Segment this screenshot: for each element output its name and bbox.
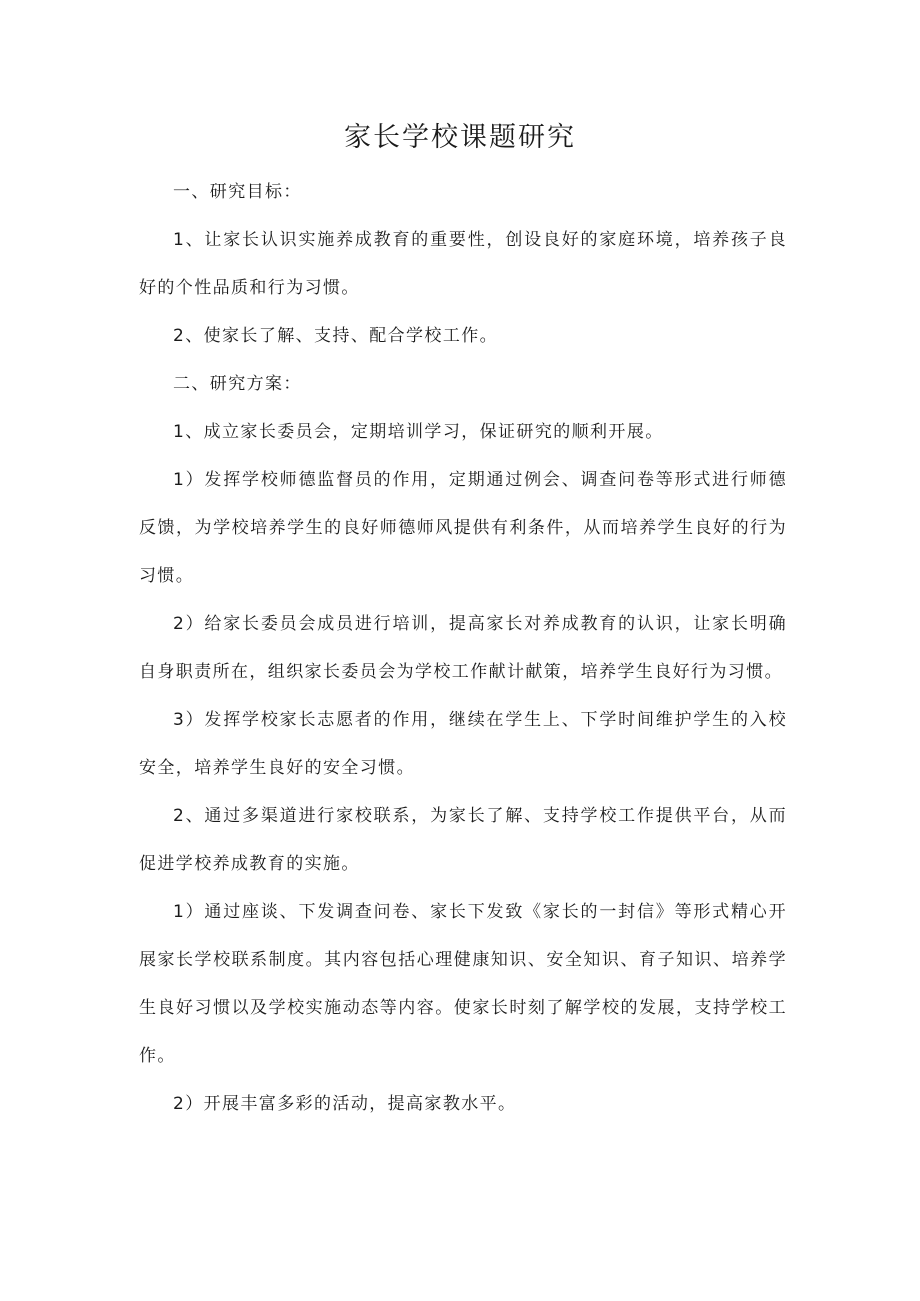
document-title: 家长学校课题研究: [344, 122, 576, 153]
goal-item-1: 1、让家长认识实施养成教育的重要性，创设良好的家庭环境，培养孩子良好的个性品质和行为习惯。: [139, 230, 787, 298]
section-heading-goals: 一、研究目标：: [173, 182, 302, 202]
document-body: [139, 168, 787, 1128]
plan-item-2: 2、通过多渠道进行家校联系，为家长了解、支持学校工作提供平台，从而促进学校养成教育的实施。: [139, 806, 787, 874]
section-heading-plan: 二、研究方案：: [173, 374, 302, 394]
plan-item-1: 1、成立家长委员会，定期培训学习，保证研究的顺利开展。: [173, 422, 664, 442]
goal-item-2: 2、使家长了解、支持、配合学校工作。: [173, 326, 499, 346]
plan-item-2-sub-1: 1）通过座谈、下发调查问卷、家长下发致《家长的一封信》等形式精心开展家长学校联系制度。其内容包括心理健康知识、安全知识、育子知识、培养学生良好习惯以及学校实施动态等内容。使家长时刻了解学校的发展，支持学校工作。: [139, 902, 787, 1066]
plan-item-1-sub-2: 2）给家长委员会成员进行培训，提高家长对养成教育的认识，让家长明确自身职责所在，组织家长委员会为学校工作献计献策，培养学生良好行为习惯。: [139, 614, 787, 682]
plan-item-1-sub-3: 3）发挥学校家长志愿者的作用，继续在学生上、下学时间维护学生的入校安全，培养学生良好的安全习惯。: [139, 710, 787, 778]
plan-item-2-sub-2: 2）开展丰富多彩的活动，提高家教水平。: [173, 1094, 517, 1114]
plan-item-1-sub-1: 1）发挥学校师德监督员的作用，定期通过例会、调查问卷等形式进行师德反馈，为学校培养学生的良好师德师风提供有利条件，从而培养学生良好的行为习惯。: [139, 470, 787, 586]
